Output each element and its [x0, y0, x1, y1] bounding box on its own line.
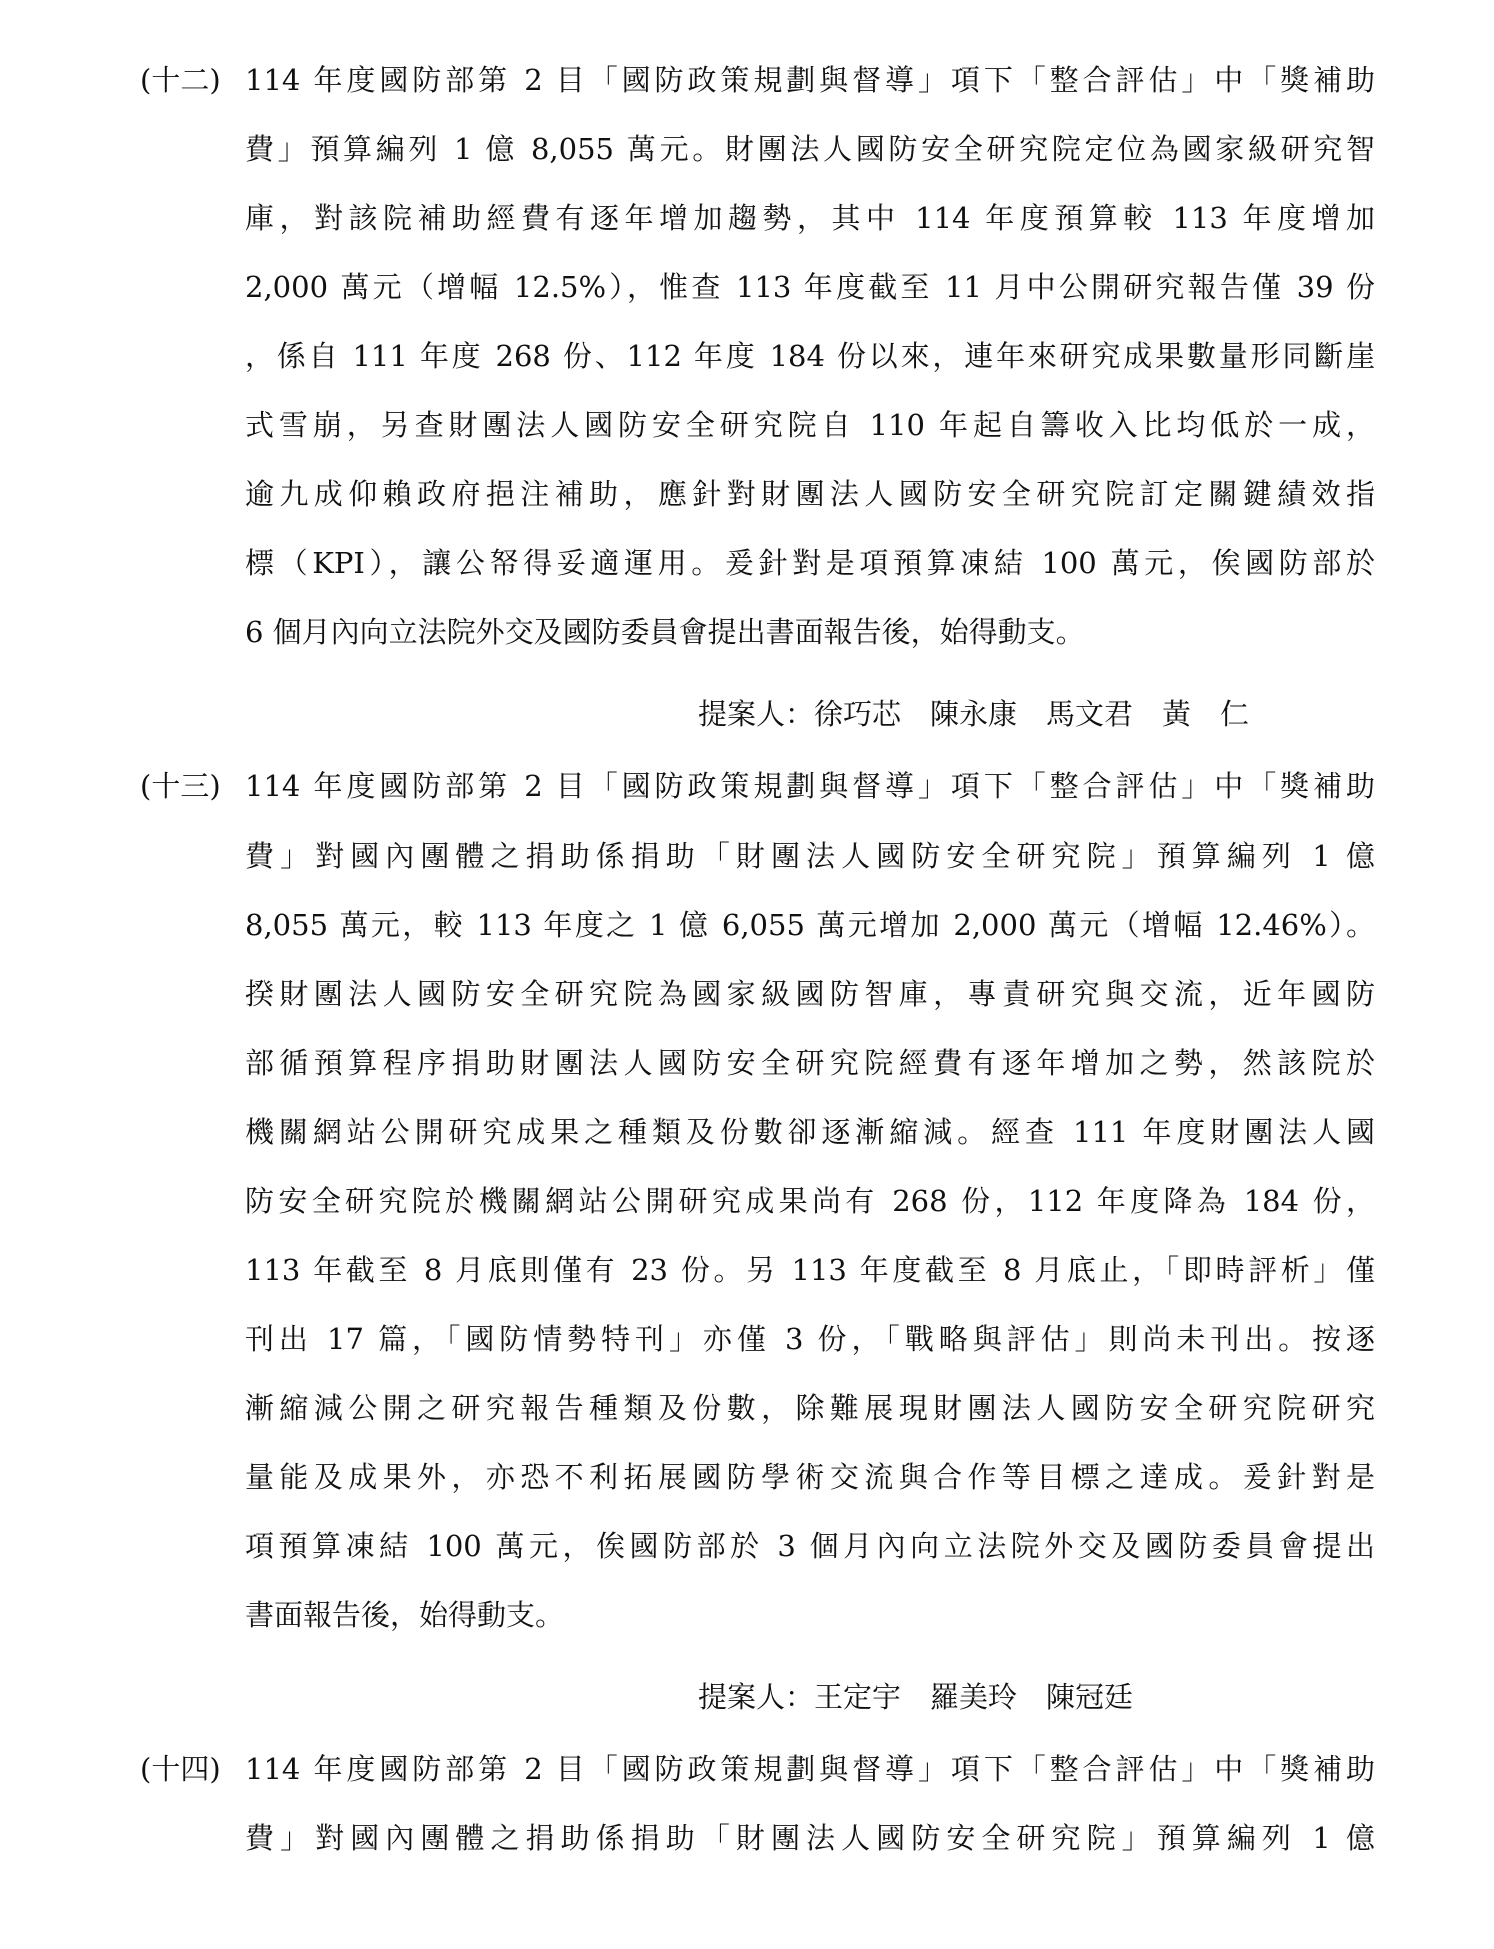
- item-text-line: 部循預算程序捐助財團法人國防安全研究院經費有逐年增加之勢，然該院於: [245, 1046, 1375, 1080]
- item-text-line: 量能及成果外，亦恐不利拓展國防學術交流與合作等目標之達成。爰針對是: [245, 1460, 1375, 1494]
- item-text-line: 2,000 萬元（增幅 12.5%），惟查 113 年度截至 11 月中公開研究報告僅 39 份: [245, 270, 1375, 304]
- proposer-line: [698, 696, 1249, 732]
- item-text-line: 114 年度國防部第 2 目「國防政策規劃與督導」項下「整合評估」中「獎補助: [245, 63, 1375, 97]
- item-text-line: 114 年度國防部第 2 目「國防政策規劃與督導」項下「整合評估」中「獎補助: [245, 769, 1375, 803]
- item-text-line: 費」預算編列 1 億 8,055 萬元。財團法人國防安全研究院定位為國家級研究智: [245, 132, 1375, 166]
- item-marker: (十四): [140, 1752, 221, 1786]
- item-text-line: 項預算凍結 100 萬元，俟國防部於 3 個月內向立法院外交及國防委員會提出: [245, 1529, 1375, 1563]
- item-text-line: 書面報告後，始得動支。: [245, 1598, 565, 1632]
- item-text-line: 刊出 17 篇，「國防情勢特刊」亦僅 3 份，「戰略與評估」則尚未刊出。按逐: [245, 1322, 1375, 1356]
- item-marker: (十三): [140, 769, 221, 803]
- item-text-line: 式雪崩，另查財團法人國防安全研究院自 110 年起自籌收入比均低於一成，: [245, 408, 1375, 442]
- item-text-line: 機關網站公開研究成果之種類及份數卻逐漸縮減。經查 111 年度財團法人國: [245, 1115, 1375, 1149]
- item-text-line: 費」對國內團體之捐助係捐助「財團法人國防安全研究院」預算編列 1 億: [245, 839, 1375, 873]
- item-text-line: 8,055 萬元，較 113 年度之 1 億 6,055 萬元增加 2,000 萬元（增幅 12.46%）。: [245, 908, 1375, 942]
- item-text-line: 標（KPI），讓公帑得妥適運用。爰針對是項預算凍結 100 萬元，俟國防部於: [245, 546, 1375, 580]
- item-text-line: ，係自 111 年度 268 份、112 年度 184 份以來，連年來研究成果數量形同斷崖: [245, 339, 1375, 373]
- proposer-label: 提案人：: [698, 697, 815, 731]
- item-text-line: 113 年截至 8 月底則僅有 23 份。另 113 年度截至 8 月底止，「即時評析」僅: [245, 1253, 1375, 1287]
- item-text-line: 漸縮減公開之研究報告種類及份數，除難展現財團法人國防安全研究院研究: [245, 1391, 1375, 1425]
- proposer-names: 王定宇 羅美玲 陳冠廷: [814, 1680, 1134, 1714]
- proposer-line: [698, 1679, 1133, 1715]
- item-text-line: 114 年度國防部第 2 目「國防政策規劃與督導」項下「整合評估」中「獎補助: [245, 1752, 1375, 1786]
- item-text-line: 庫，對該院補助經費有逐年增加趨勢，其中 114 年度預算較 113 年度增加: [245, 201, 1375, 235]
- proposer-label: 提案人：: [698, 1680, 815, 1714]
- item-text-line: 費」對國內團體之捐助係捐助「財團法人國防安全研究院」預算編列 1 億: [245, 1821, 1375, 1855]
- item-text-line: 逾九成仰賴政府挹注補助，應針對財團法人國防安全研究院訂定關鍵績效指: [245, 477, 1375, 511]
- item-text-line: 6 個月內向立法院外交及國防委員會提出書面報告後，始得動支。: [245, 615, 1085, 649]
- proposer-names: 徐巧芯 陳永康 馬文君 黃 仁: [814, 697, 1250, 731]
- item-text-line: 揆財團法人國防安全研究院為國家級國防智庫，專責研究與交流，近年國防: [245, 977, 1375, 1011]
- item-text-line: 防安全研究院於機關網站公開研究成果尚有 268 份，112 年度降為 184 份，: [245, 1184, 1375, 1218]
- item-marker: (十二): [140, 63, 221, 97]
